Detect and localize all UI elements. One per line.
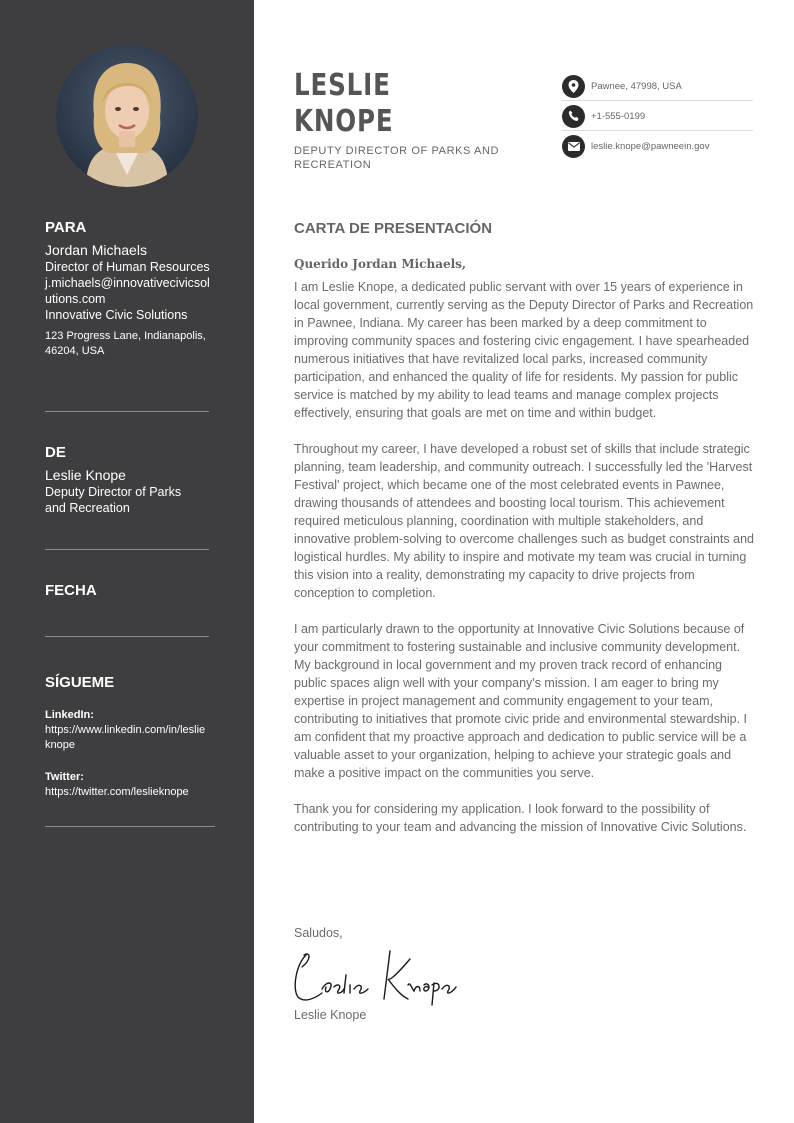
location-pin-icon [562, 75, 585, 98]
contact-phone-text[interactable]: +1-555-0199 [591, 110, 646, 122]
fecha-heading: FECHA [45, 582, 97, 599]
contact-location-text: Pawnee, 47998, USA [591, 80, 682, 92]
sidebar-divider [45, 636, 209, 637]
contact-location [562, 72, 753, 101]
para-heading: PARA [45, 219, 87, 236]
twitter-link[interactable]: https://twitter.com/leslieknope [45, 786, 189, 798]
sidebar-divider [45, 411, 209, 412]
sidebar-divider [45, 826, 215, 827]
letter-greeting: Querido Jordan Michaels, [294, 257, 467, 271]
sender-role: Deputy Director of Parks and Recreation [45, 485, 182, 515]
first-name: LESLIE [294, 68, 391, 103]
phone-icon [562, 105, 585, 128]
avatar [56, 45, 198, 187]
signed-name: Leslie Knope [294, 1008, 367, 1022]
letter-body [294, 278, 756, 854]
follow-heading: SÍGUEME [45, 674, 115, 691]
follow-section [45, 674, 207, 800]
twitter-label: Twitter: [45, 771, 84, 783]
letter-closing: Saludos, [294, 926, 343, 940]
sidebar-divider [45, 549, 209, 550]
recipient-role: Director of Human Resources [45, 260, 210, 274]
profile-photo [56, 45, 198, 187]
fecha-section [45, 582, 215, 605]
sidebar [0, 0, 254, 1123]
para-section [45, 219, 215, 359]
letter-paragraph: I am Leslie Knope, a dedicated public servant with over 15 years of experience in local government, currently serving as the Deputy Director of Parks and Recreation in Pawnee, Indiana. My career has been marked by a deep commitment to improving community spaces and fostering civic engagement. I have spearheaded numerous initiatives that have revitalized local parks, increased community participation, and enhanced the quality of life for residents. My passion for public service is matched by my ability to lead teams and manage complex projects effectively, ensuring that goals are met on time and within budget. [294, 280, 754, 420]
recipient-email[interactable]: j.michaels@innovativecivicsolutions.com [45, 276, 210, 306]
de-section [45, 444, 215, 516]
sender-full-name [294, 68, 394, 140]
recipient-address: 123 Progress Lane, Indianapolis, 46204, USA [45, 330, 206, 357]
email-icon [562, 135, 585, 158]
contact-list [562, 72, 753, 161]
signature-image [290, 945, 460, 1007]
handwritten-signature [290, 945, 460, 1012]
recipient-company: Innovative Civic Solutions [45, 308, 188, 322]
de-heading: DE [45, 444, 66, 461]
letter-paragraph: Thank you for considering my application. I look forward to the possibility of contributing to your team and advancing the mission of Innovative Civic Solutions. [294, 802, 747, 834]
sender-name: Leslie Knope [45, 467, 126, 483]
recipient-name: Jordan Michaels [45, 242, 147, 258]
contact-email [562, 132, 753, 160]
linkedin-label: LinkedIn: [45, 709, 94, 721]
contact-phone [562, 102, 753, 131]
letter-paragraph: I am particularly drawn to the opportunity at Innovative Civic Solutions because of your commitment to fostering sustainable and inclusive community development. My background in local government and my proven track record of enhancing public spaces align well with your company's mission. I am eager to bring my expertise in project management and community engagement to your team, contributing to initiatives that promote civic pride and environmental stewardship. I am confident that my proactive approach and dedication to public service will be a valuable asset to your organization, helping to achieve your strategic goals and make a positive impact on the communities you serve. [294, 622, 748, 780]
contact-email-text[interactable]: leslie.knope@pawneein.gov [591, 140, 710, 152]
letter-paragraph: Throughout my career, I have developed a robust set of skills that include strategic planning, team leadership, and community outreach. I successfully led the 'Harvest Festival' project, which became one of the most celebrated events in Pawnee, drawing thousands of attendees and boosting local tourism. This achievement required meticulous planning, coordination with multiple stakeholders, and innovative problem-solving to overcome challenges such as budget constraints and logistical hurdles. My ability to inspire and motivate my team was crucial in turning this vision into a reality, demonstrating my capacity to drive projects from conception to completion. [294, 442, 754, 600]
last-name: KNOPE [294, 104, 394, 139]
linkedin-link[interactable]: https://www.linkedin.com/in/leslieknope [45, 724, 206, 751]
job-title: DEPUTY DIRECTOR OF PARKS AND RECREATION [294, 145, 500, 171]
letter-title: CARTA DE PRESENTACIÓN [294, 220, 493, 237]
